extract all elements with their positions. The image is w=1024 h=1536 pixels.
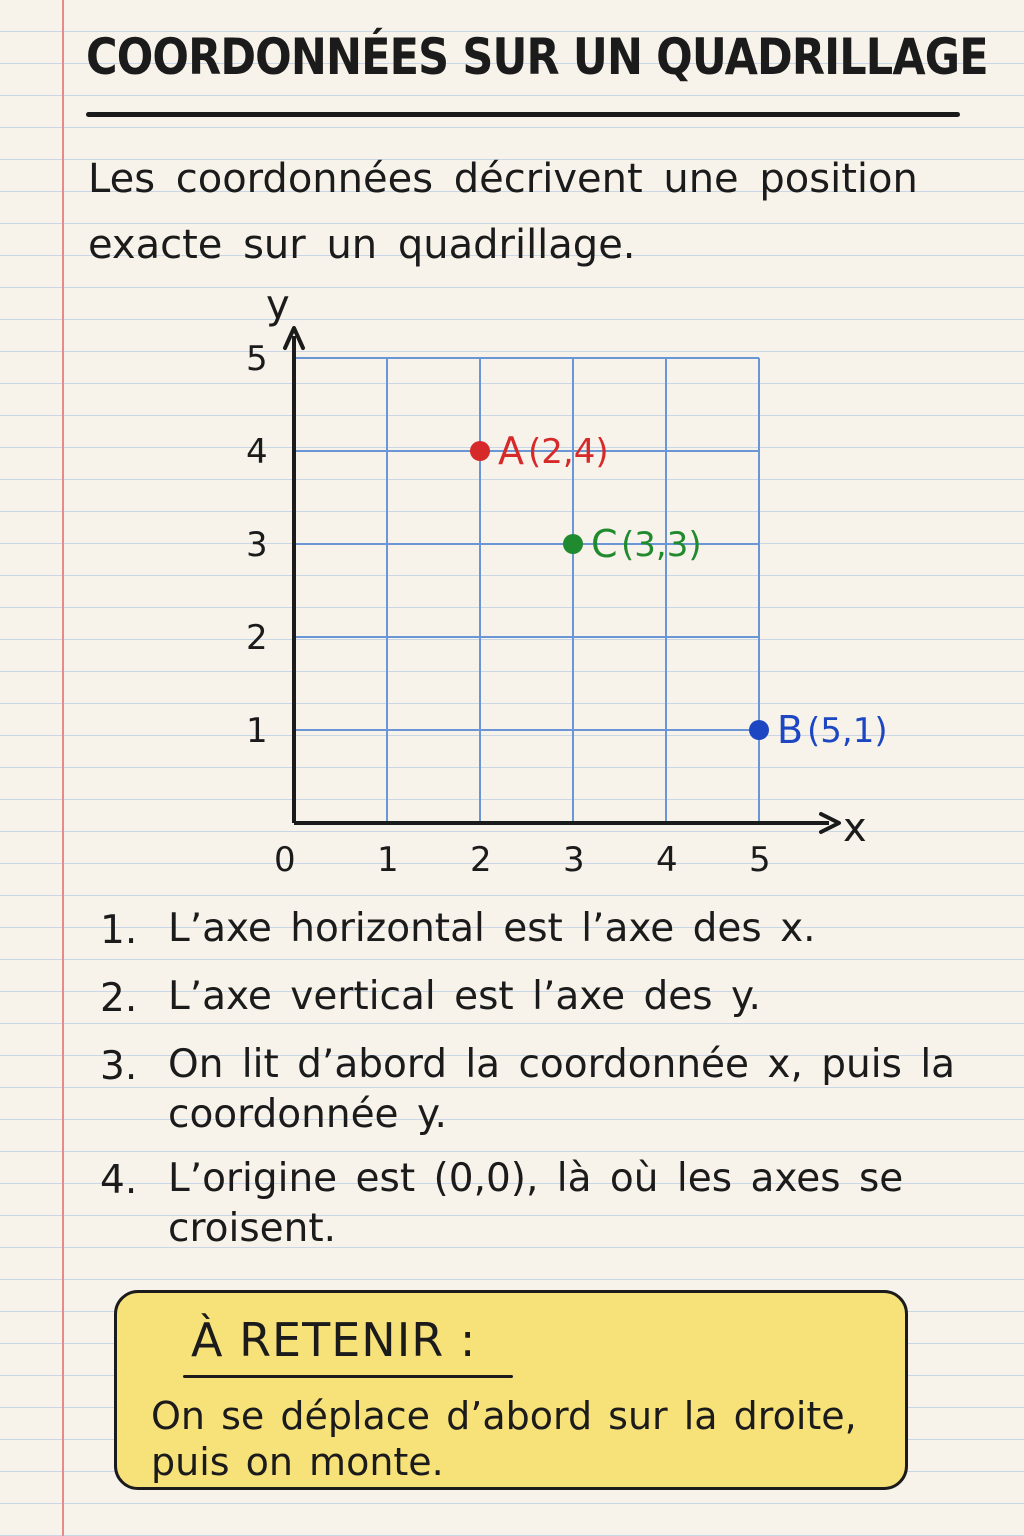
- point-a-coords: (2,4): [528, 432, 609, 472]
- list-number: 4.: [100, 1158, 138, 1203]
- y-tick-label: 4: [246, 432, 268, 472]
- memo-title-underline: [183, 1375, 513, 1378]
- list-text: L’origine est (0,0), là où les axes se croisent.: [168, 1156, 904, 1251]
- point-c-coords: (3,3): [621, 525, 702, 565]
- y-tick-label: 3: [246, 525, 268, 565]
- y-tick-label: 1: [246, 711, 268, 751]
- x-axis-label: x: [843, 805, 867, 851]
- list-text: L’axe horizontal est l’axe des x.: [168, 906, 816, 951]
- page-title: COORDONNÉES SUR UN QUADRILLAGE: [86, 28, 988, 86]
- x-tick-label: 4: [656, 840, 678, 880]
- point-b-marker: [749, 720, 769, 740]
- list-item: [100, 1154, 980, 1254]
- list-number: 1.: [100, 908, 138, 953]
- list-item: [100, 1040, 980, 1140]
- list-text: On lit d’abord la coordonnée x, puis la coordonnée y.: [168, 1042, 956, 1137]
- rules-list: [100, 904, 980, 1268]
- y-tick-label: 5: [246, 339, 268, 379]
- point-a-marker: [470, 441, 490, 461]
- list-number: 3.: [100, 1044, 138, 1089]
- list-item: [100, 904, 980, 958]
- intro-text: Les coordonnées décrivent une position exacte sur un quadrillage.: [88, 156, 918, 268]
- x-tick-label: 2: [470, 840, 492, 880]
- x-tick-label: 5: [749, 840, 771, 880]
- x-tick-label: 3: [563, 840, 585, 880]
- x-tick-label: 1: [377, 840, 399, 880]
- memo-box: [114, 1290, 908, 1490]
- point-c-marker: [563, 534, 583, 554]
- point-c-label: C: [591, 522, 618, 566]
- point-a-label: A: [498, 429, 524, 473]
- y-axis-label: y: [266, 282, 290, 328]
- memo-text: On se déplace d’abord sur la droite, puis on monte.: [151, 1394, 857, 1484]
- memo-title: À RETENIR :: [191, 1313, 477, 1367]
- point-b-label: B: [777, 708, 804, 752]
- y-tick-label: 2: [246, 618, 268, 658]
- list-item: [100, 972, 980, 1026]
- point-b-coords: (5,1): [807, 711, 888, 751]
- list-text: L’axe vertical est l’axe des y.: [168, 974, 761, 1019]
- x-tick-label: 0: [274, 840, 296, 880]
- list-number: 2.: [100, 976, 138, 1021]
